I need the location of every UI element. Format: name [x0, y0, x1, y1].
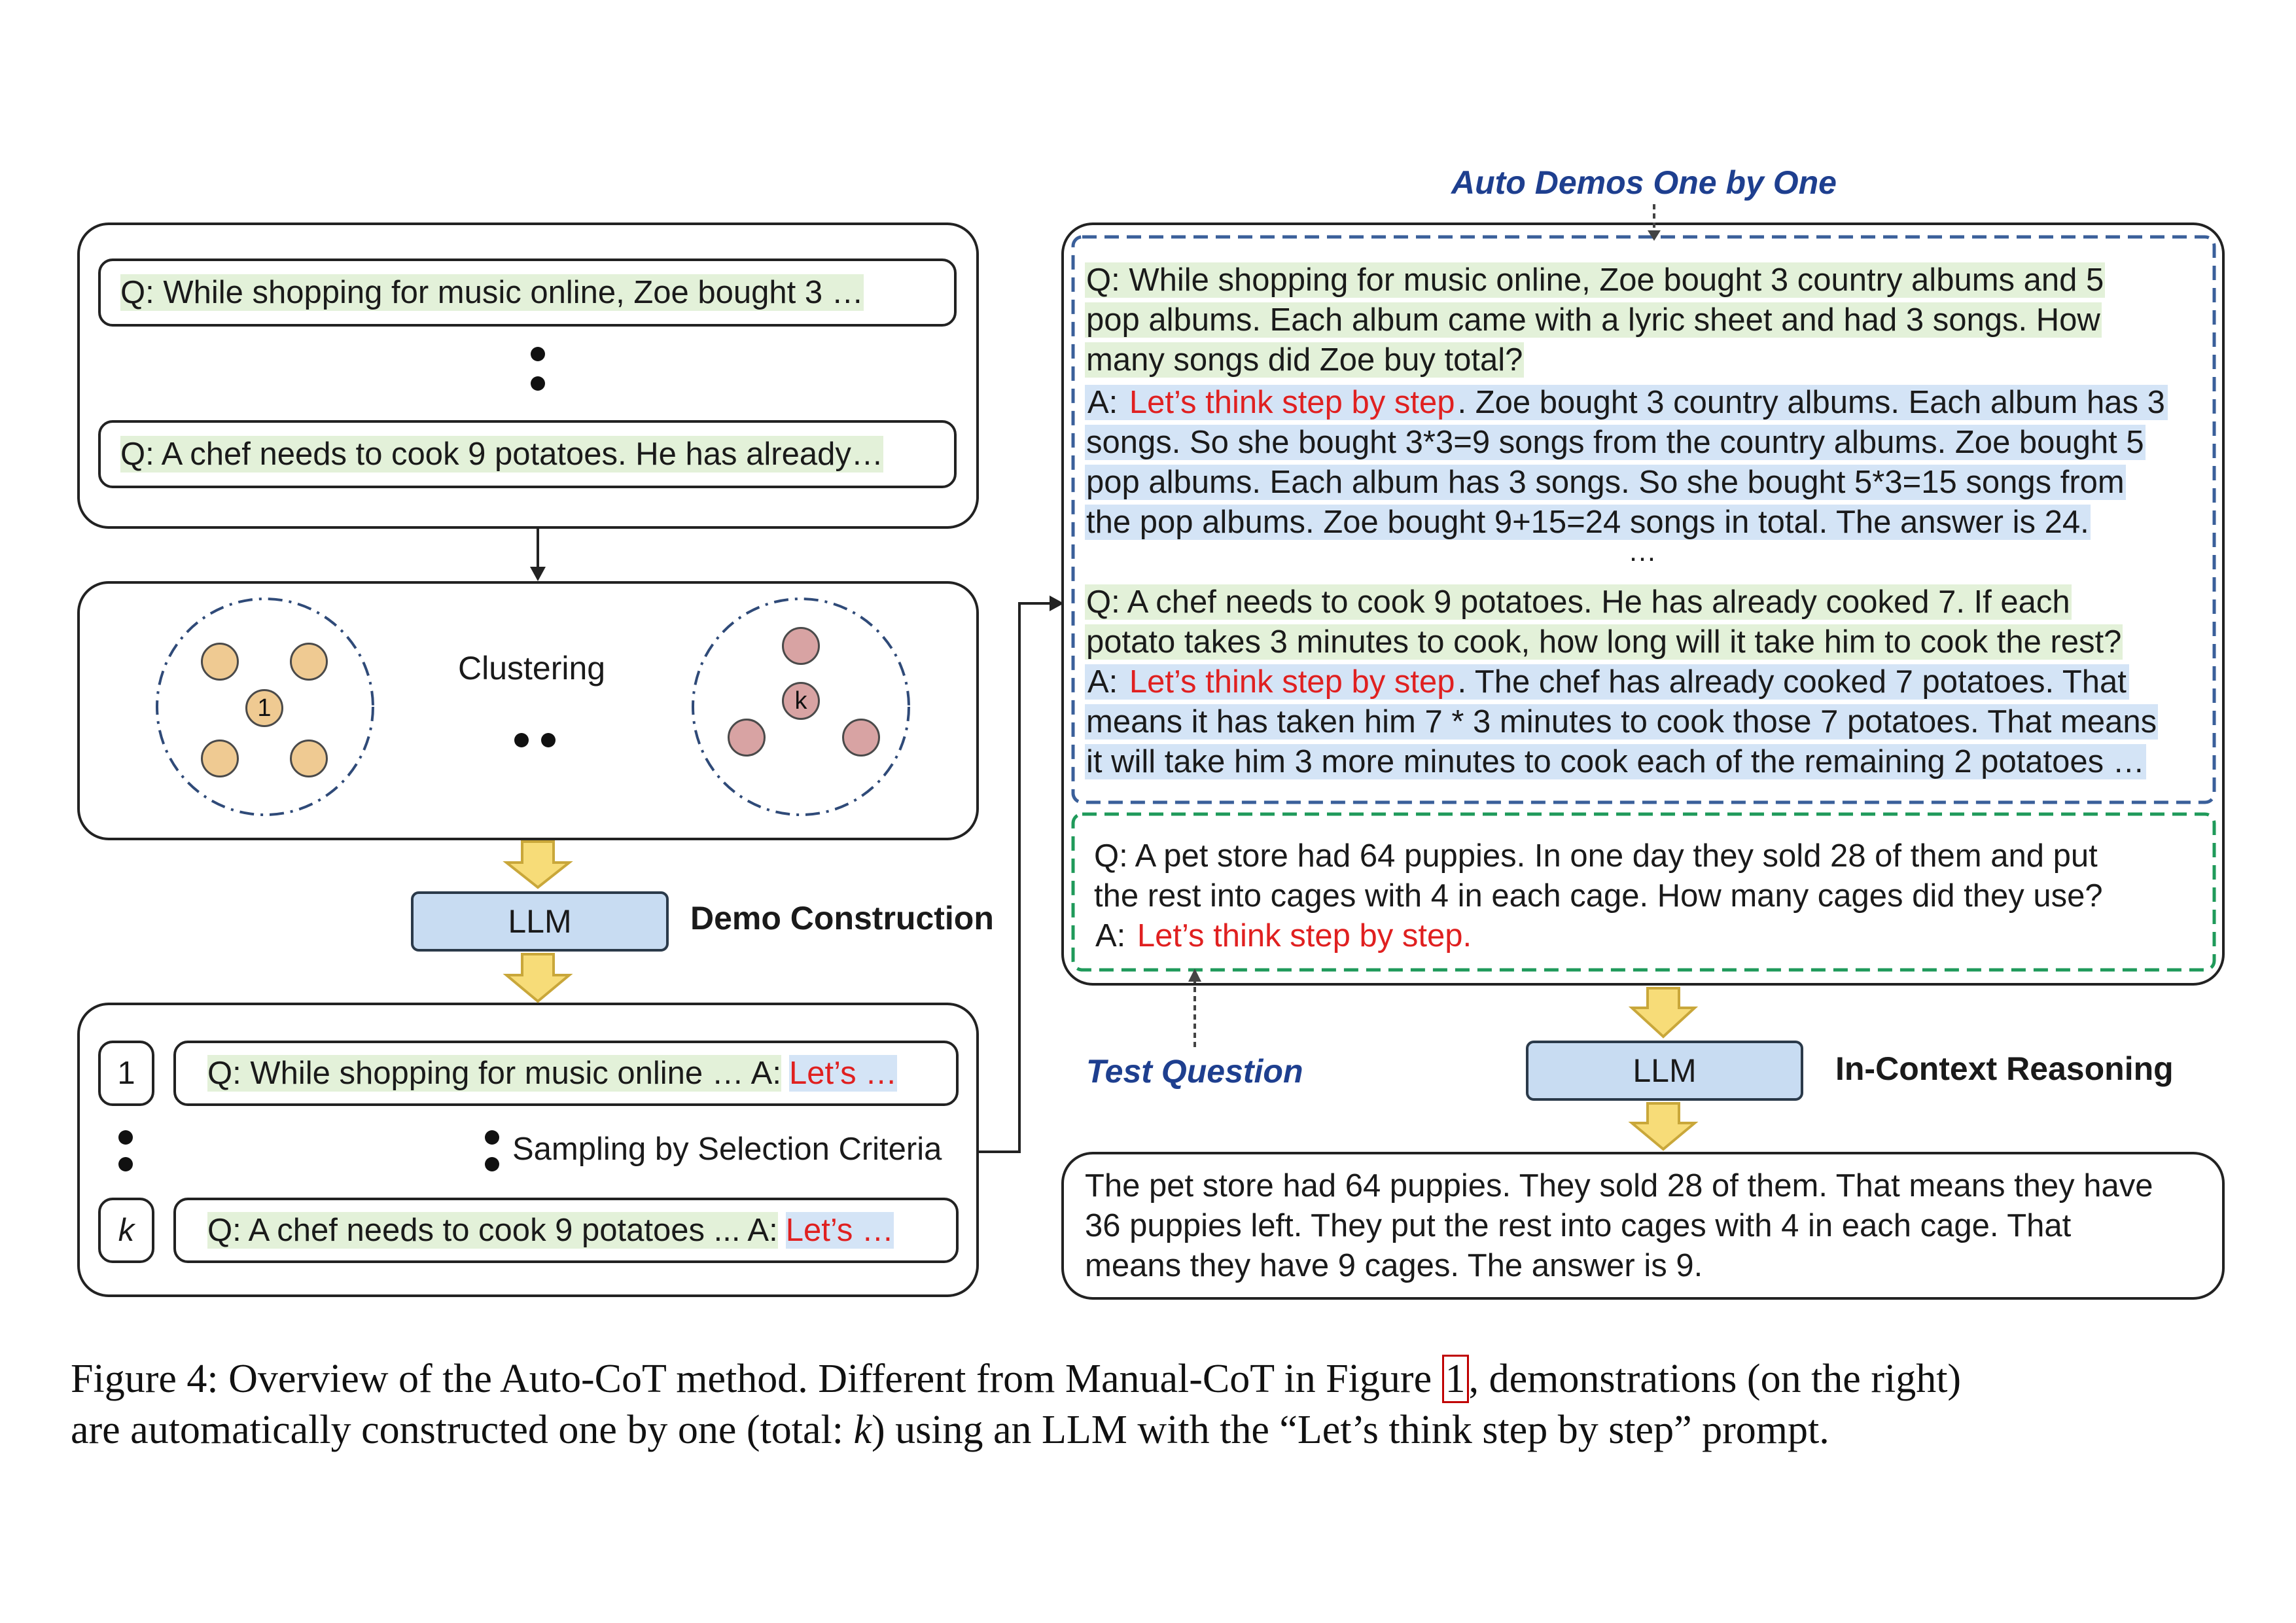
cluster-k-label: k — [794, 687, 807, 715]
demo-row-answer-text: Let’s … — [788, 1056, 898, 1091]
test-question-line: the rest into cages with 4 in each cage. How many cages did they use? — [1094, 878, 2103, 914]
cot-trigger: Let’s think step by step. — [1137, 918, 1472, 954]
demo-question-text: pop albums. Each album came with a lyric sheet and had 3 songs. How — [1086, 302, 2100, 338]
test-question-line: Q: A pet store had 64 puppies. In one day they sold 28 of them and put — [1094, 838, 2098, 874]
figure-caption-line-1 — [71, 1356, 1961, 1402]
demo-question-text: Q: While shopping for music online, Zoe bought 3 country albums and 5 — [1086, 262, 2104, 298]
arrowhead-icon — [530, 567, 546, 581]
demo-row-question: Q: A chef needs to cook 9 potatoes ... A: — [207, 1213, 778, 1248]
demo-index-label: 1 — [117, 1056, 135, 1091]
demo-row-question: Q: While shopping for music online … A: — [207, 1056, 781, 1091]
demo-row-answer-text: Let’s … — [785, 1213, 894, 1248]
demos-dashed-frame — [1073, 237, 2214, 802]
cot-trigger: Let’s think step by step — [1129, 664, 1455, 700]
output-line: The pet store had 64 puppies. They sold 28 of them. That means they have — [1085, 1168, 2153, 1204]
cluster-1-label: 1 — [257, 694, 272, 722]
arrowhead-icon — [1050, 596, 1064, 611]
cot-trigger: Let’s think step by step — [1129, 385, 1455, 420]
demo-ellipsis: … — [1628, 535, 1657, 567]
block-arrow-icon — [506, 842, 569, 887]
demo-index-label: k — [118, 1213, 135, 1248]
answer-prefix: A: — [1087, 664, 1118, 700]
question-text: Q: While shopping for music online, Zoe bought 3 … — [120, 275, 864, 310]
answer-prefix: A: — [1087, 385, 1118, 420]
test-question-label: Test Question — [1086, 1053, 1303, 1090]
demo-question-text: potato takes 3 minutes to cook, how long will it take him to cook the rest? — [1086, 624, 2122, 660]
caption-variable: k — [853, 1408, 872, 1452]
block-arrow-icon — [1632, 1103, 1695, 1149]
figure-reference-link[interactable]: 1 — [1442, 1355, 1469, 1403]
llm-label: LLM — [508, 903, 572, 940]
answer-rest: . Zoe bought 3 country albums. Each album has 3 — [1457, 385, 2165, 420]
clustering-label: Clustering — [458, 650, 606, 687]
figure-caption-line-2 — [71, 1407, 1829, 1454]
answer-prefix: A: — [1095, 918, 1126, 954]
demo-construction-label: Demo Construction — [690, 900, 994, 936]
demo-answer-text: songs. So she bought 3*3=9 songs from the country albums. Zoe bought 5 — [1086, 425, 2144, 460]
question-text: Q: A chef needs to cook 9 potatoes. He has already… — [120, 437, 883, 472]
demo-answer-text: means it has taken him 7 * 3 minutes to cook those 7 potatoes. That means — [1086, 704, 2157, 740]
caption-text: , demonstrations (on the right) — [1468, 1357, 1962, 1401]
caption-text: are automatically constructed one by one (total: — [71, 1408, 843, 1452]
answer-rest: . The chef has already cooked 7 potatoes. That — [1457, 664, 2127, 700]
caption-text: Figure 4: Overview of the Auto-CoT method. Different from Manual-CoT in Figure — [71, 1357, 1432, 1401]
block-arrow-icon — [506, 954, 569, 1001]
demo-question-text: Q: A chef needs to cook 9 potatoes. He has already cooked 7. If each — [1086, 584, 2070, 620]
sampling-connector — [979, 603, 1052, 1152]
block-arrow-icon — [1632, 988, 1695, 1037]
sampling-criteria-label: Sampling by Selection Criteria — [512, 1132, 942, 1167]
llm-label: LLM — [1633, 1052, 1697, 1089]
caption-text: ) using an LLM with the “Let’s think step by step” prompt. — [872, 1408, 1829, 1452]
demo-answer-text: it will take him 3 more minutes to cook each of the remaining 2 potatoes … — [1086, 744, 2145, 779]
test-dashed-frame — [1073, 814, 2214, 970]
output-line: means they have 9 cages. The answer is 9. — [1085, 1248, 1703, 1283]
demo-answer-text: pop albums. Each album has 3 songs. So she bought 5*3=15 songs from — [1086, 465, 2125, 500]
demo-answer-text: the pop albums. Zoe bought 9+15=24 songs in total. The answer is 24. — [1086, 505, 2089, 540]
auto-demos-title: Auto Demos One by One — [1451, 164, 1837, 201]
demo-question-text: many songs did Zoe buy total? — [1086, 342, 1523, 378]
in-context-reasoning-label: In-Context Reasoning — [1835, 1050, 2174, 1087]
output-line: 36 puppies left. They put the rest into cages with 4 in each cage. That — [1085, 1208, 2072, 1243]
